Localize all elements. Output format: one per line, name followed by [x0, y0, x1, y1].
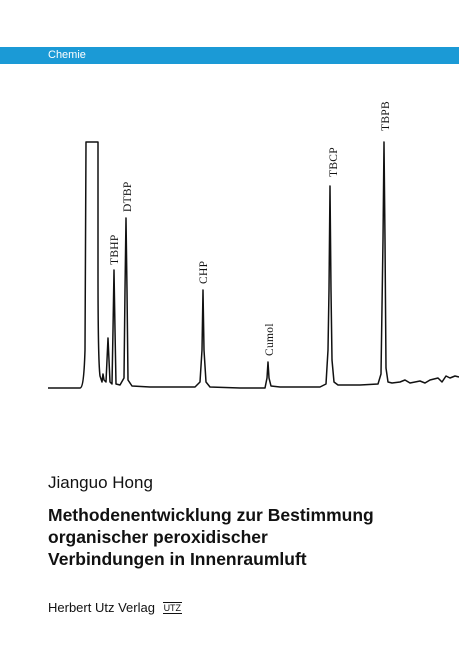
peak-label-chp: CHP — [198, 260, 210, 284]
peak-label-tbcp: TBCP — [328, 147, 340, 177]
title-line: organischer peroxidischer — [48, 527, 268, 547]
title-line: Methodenentwicklung zur Bestimmung — [48, 505, 374, 525]
publisher — [48, 600, 182, 615]
series-band — [0, 47, 459, 64]
publisher-name: Herbert Utz Verlag — [48, 600, 155, 615]
peak-label-tbhp: TBHP — [109, 234, 121, 265]
peak-label-tbpb: TBPB — [380, 101, 392, 131]
chromatogram-figure — [0, 101, 459, 400]
peak-label-dtbp: DTBP — [122, 181, 134, 212]
peak-label-cumol: Cumol — [264, 323, 276, 356]
author-name: Jianguo Hong — [48, 473, 153, 492]
book-title — [48, 504, 448, 570]
series-label: Chemie — [48, 49, 86, 61]
title-line: Verbindungen in Innenraumluft — [48, 549, 307, 569]
publisher-logo: UTZ — [163, 603, 182, 613]
